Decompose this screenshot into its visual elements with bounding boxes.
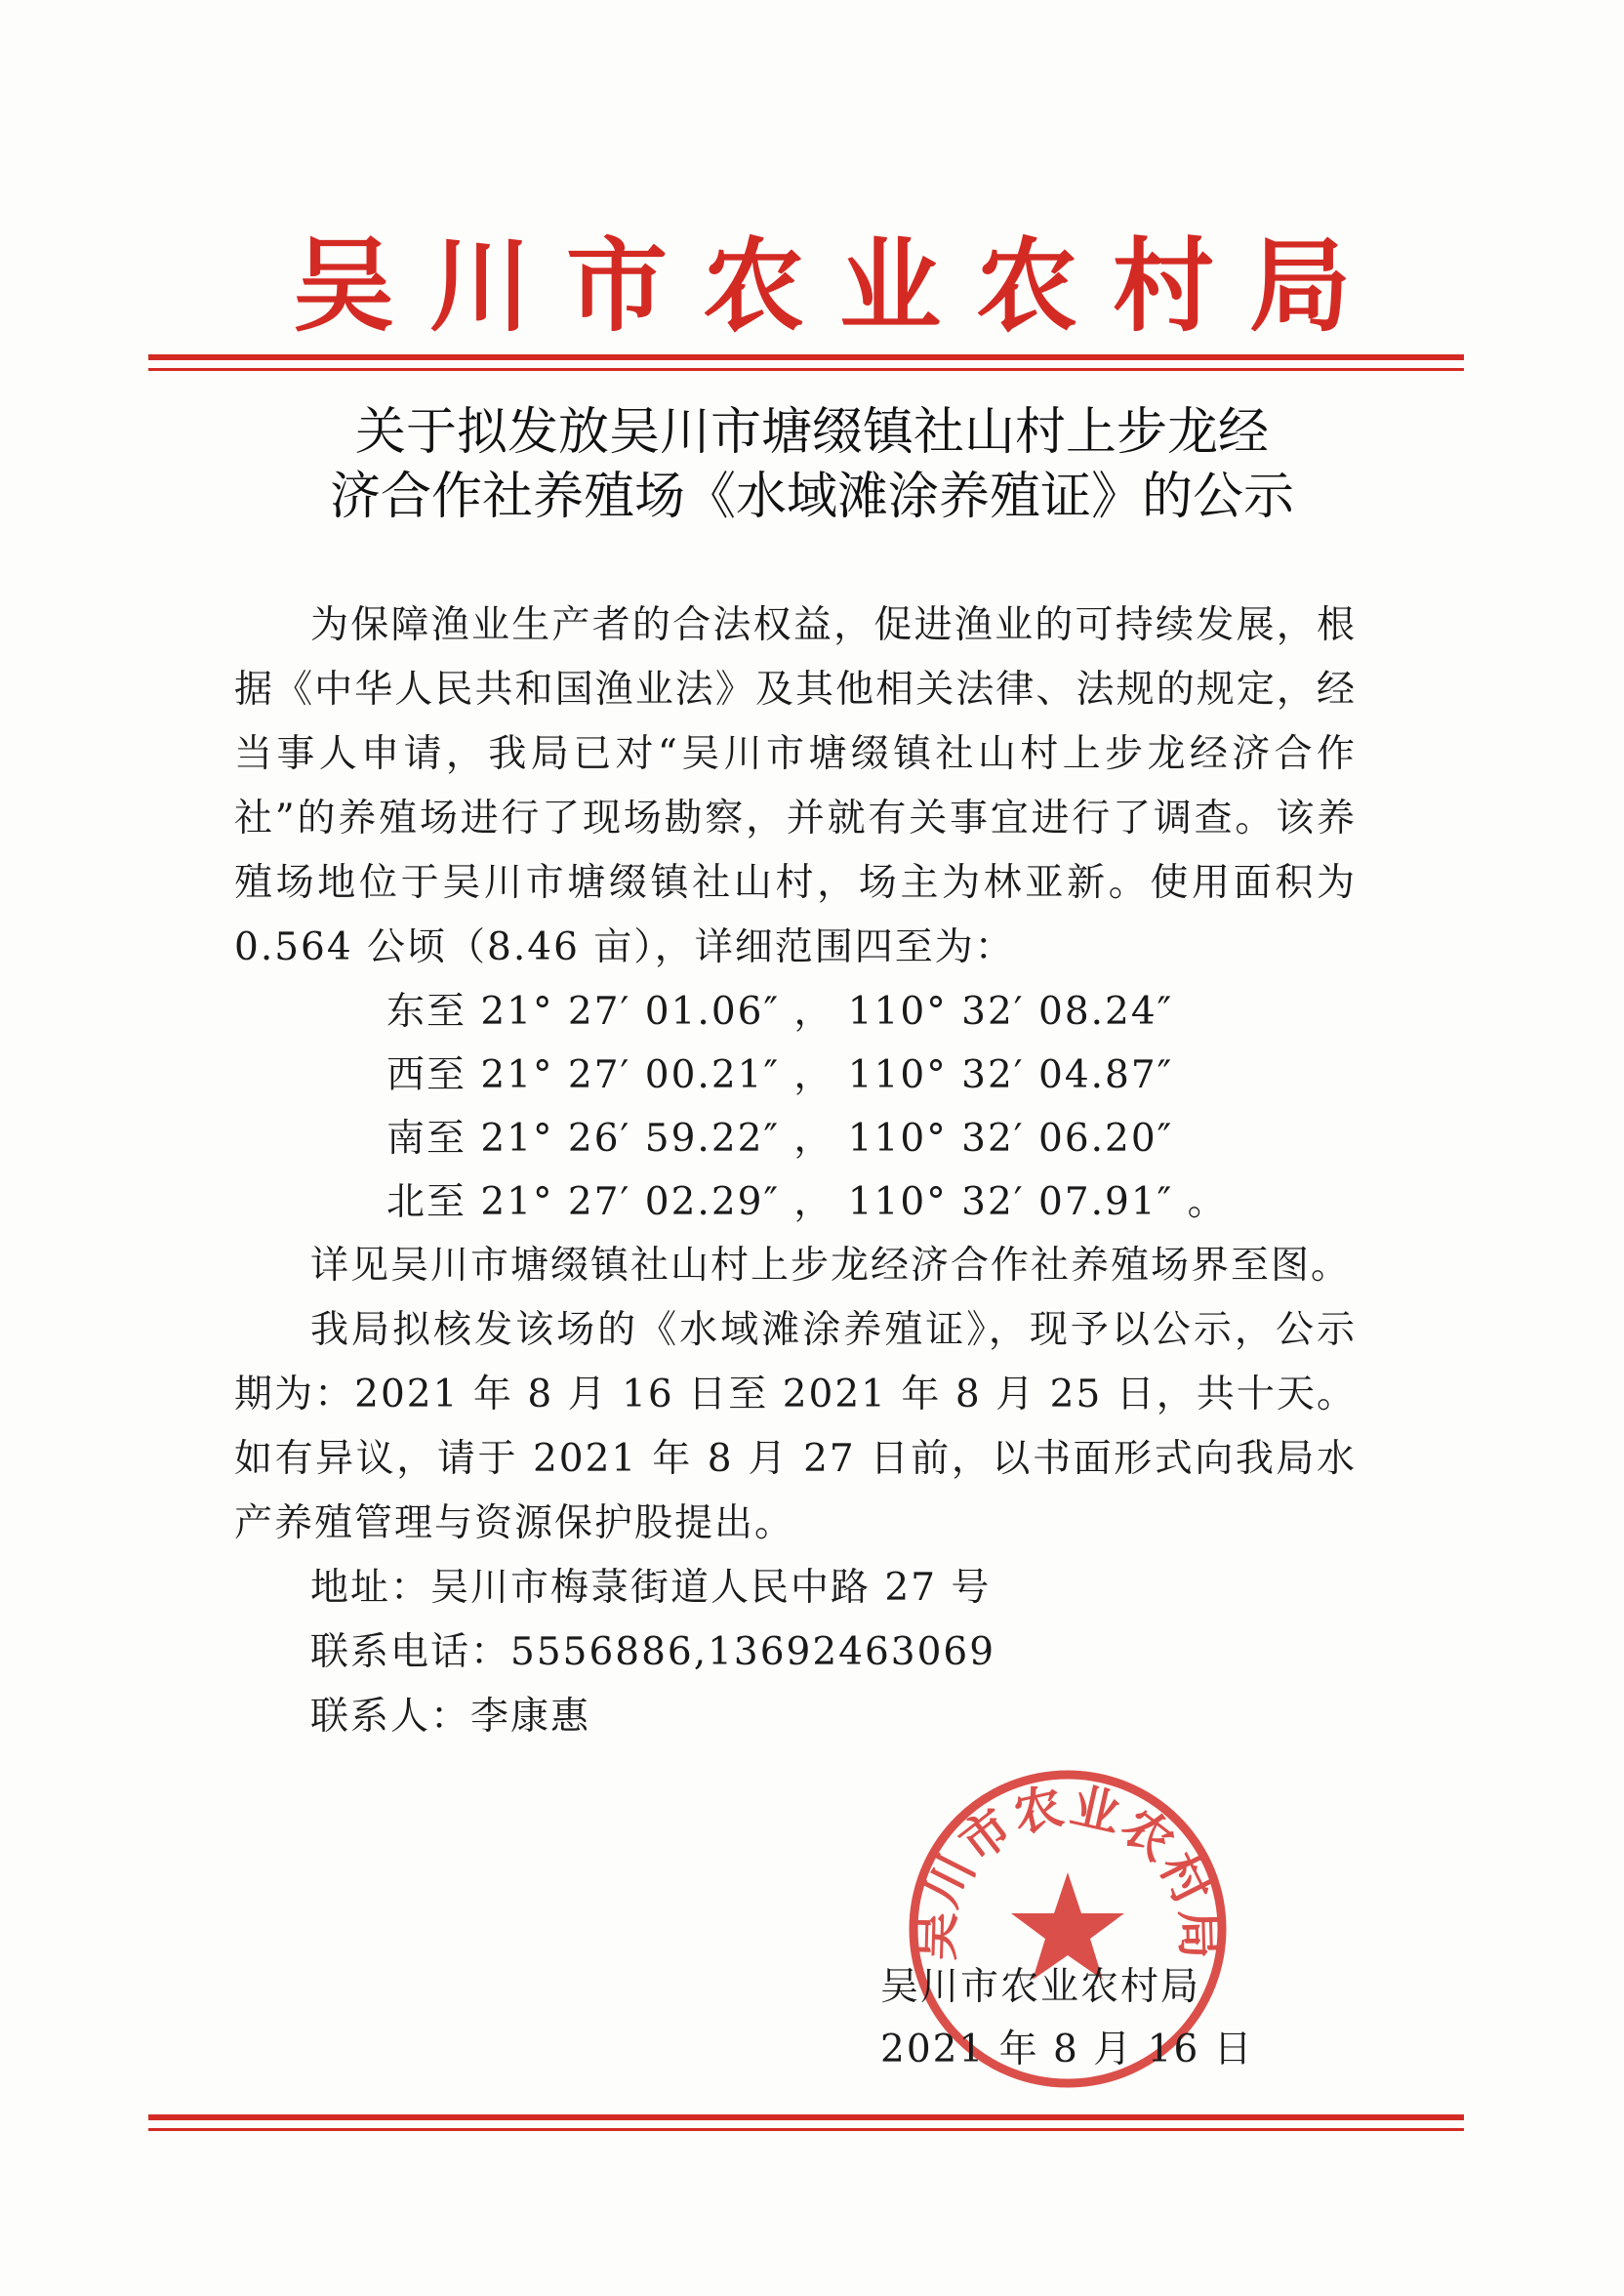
signature-date: 2021 年 8 月 16 日 [880, 2028, 1254, 2071]
coordinate-east: 东至 21° 27′ 01.06″ ， 110° 32′ 08.24″ [386, 990, 1174, 1034]
coordinate-west: 西至 21° 27′ 00.21″ ， 110° 32′ 04.87″ [386, 1053, 1174, 1097]
phone-line: 联系电话：5556886,13692463069 [310, 1630, 996, 1674]
paragraph-intro: 为保障渔业生产者的合法权益，促进渔业的可持续发展，根据《中华人民共和国渔业法》及其他相关法律、法规的规定，经当事人申请，我局已对“吴川市塘缀镇社山村上步龙经济合作社”的养殖场进行了现场勘察，并就有关事宜进行了调查。该养殖场地位于吴川市塘缀镇社山村，场主为林亚新。使用面积为 0.564 公顷（8.46 亩），详细范围四至为： [234, 603, 1357, 969]
notice-heading [146, 400, 1478, 529]
seal-text: 吴川市农业农村局 [907, 1777, 1229, 1962]
footer-rule-thin [148, 2128, 1464, 2131]
signature-org: 吴川市农业农村局 [880, 1965, 1201, 2009]
paragraph-map-reference: 详见吴川市塘缀镇社山村上步龙经济合作社养殖场界至图。 [310, 1244, 1352, 1288]
footer-rule-thick [148, 2114, 1464, 2120]
letterhead-rule-thick [148, 354, 1464, 360]
notice-heading-line-2: 济合作社养殖场《水域滩涂养殖证》的公示 [329, 468, 1294, 526]
contact-line: 联系人：李康惠 [310, 1695, 591, 1739]
coordinate-north: 北至 21° 27′ 02.29″ ， 110° 32′ 07.91″ 。 [386, 1180, 1228, 1224]
notice-heading-line-1: 关于拟发放吴川市塘缀镇社山村上步龙经 [354, 403, 1269, 462]
letterhead-rule-thin [148, 368, 1464, 371]
paragraph-publicity: 我局拟核发该场的《水域滩涂养殖证》，现予以公示，公示期为：2021 年 8 月 16 日至 2021 年 8 月 25 日，共十天。如有异议，请于 2021 年 8 月 27 日前，以书面形式向我局水产养殖管理与资源保护股提出。 [234, 1308, 1357, 1545]
notice-body [234, 594, 1357, 1749]
coordinate-south: 南至 21° 26′ 59.22″ ， 110° 32′ 06.20″ [386, 1117, 1174, 1161]
address-line: 地址：吴川市梅菉街道人民中路 27 号 [310, 1566, 992, 1610]
signature-block [880, 1956, 1254, 2081]
letterhead-title: 吴川市农业农村局 [293, 226, 1387, 346]
